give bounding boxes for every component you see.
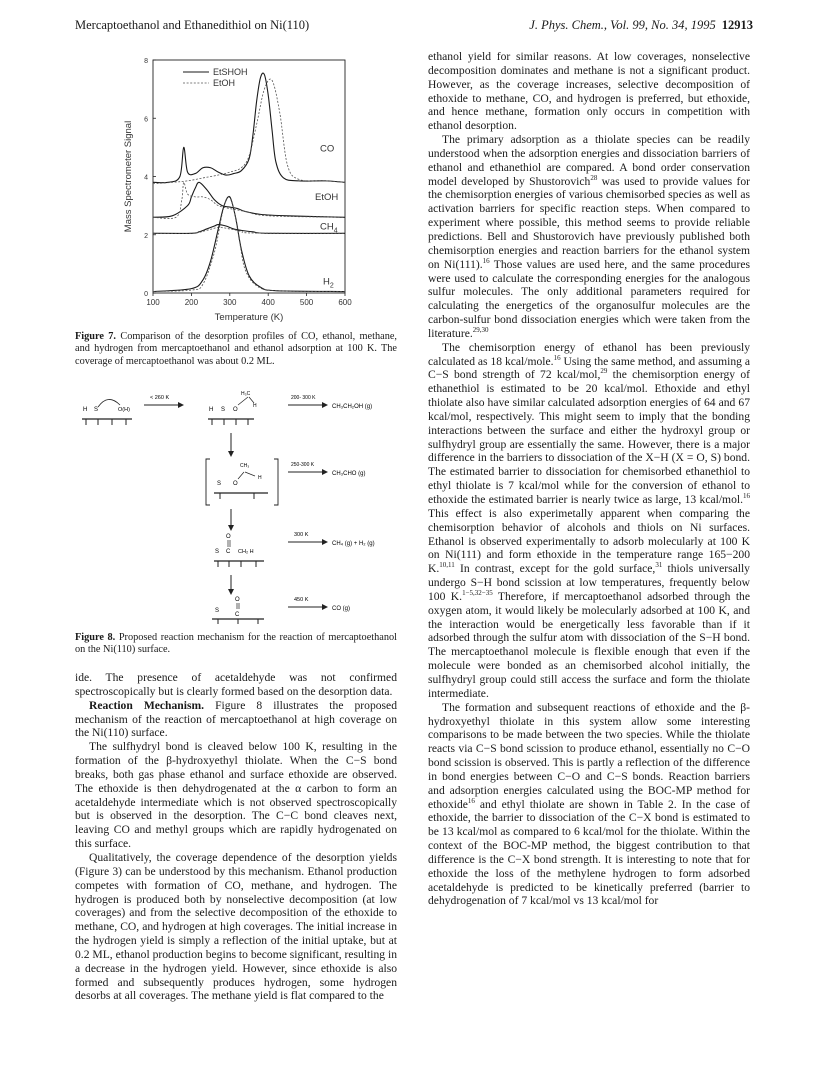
x-tick-label: 100 xyxy=(146,298,160,307)
mech-co-methyl-intermediate xyxy=(214,534,264,567)
reference: 29 xyxy=(600,367,608,376)
atom-s-2: S xyxy=(221,407,226,413)
reference: 16 xyxy=(553,353,561,362)
reference: 16 xyxy=(467,796,475,805)
figure-8-caption-text: Proposed reaction mechanism for the reaction of mercaptoethanol on the Ni(110) surface. xyxy=(75,632,398,656)
plot-frame xyxy=(153,60,345,293)
x-tick-label: 300 xyxy=(223,298,237,307)
reference: 16 xyxy=(743,492,750,501)
running-header-journal xyxy=(529,18,753,33)
atom-o-2: O xyxy=(233,407,238,413)
page-number: 12913 xyxy=(721,18,753,32)
paragraph xyxy=(428,341,750,701)
text-run: thiols universally undergo S−H bond scission at low temperatures, frequently below 100 K. xyxy=(428,562,750,603)
y-axis-label: Mass Spectrometer Signal xyxy=(123,120,134,233)
paragraph xyxy=(428,133,750,341)
paragraph: ide. The presence of acetaldehyde was not confirmed spectroscopically but is clearly formed based on the desorption data. xyxy=(75,671,397,698)
right-column-body xyxy=(428,50,750,908)
text-run: the chemisorption energy of ethanethiol is estimated to be 20 kcal/mol. Ethoxide and ethyl thiolate also have similar calculated adsorption energies of 64 and 67 kcal/mol, respectively. This might seem to imply that the bonding interactions between the surface and either the hydroxyl group or sulfhydryl group are essentially the same. However, there is a major difference in the barriers to dissociation of the X−H (X = O, S) bond. The estimated barrier to dissociation for chemisorbed ethanethiol to ethyl thiolate is 7 kcal/mol while for the conversion of ethanol to ethoxide the estimated barrier is nearly twice as large, 13 kcal/mol. xyxy=(428,368,750,506)
atom-o-3: O xyxy=(233,481,238,487)
methyl-group: H₃C xyxy=(241,391,251,397)
legend-label-etoh: EtOH xyxy=(213,78,236,88)
condition-3: 250-300 K xyxy=(291,462,315,468)
product-methane-hydrogen: CH₄ (g) + H₂ (g) xyxy=(332,541,375,547)
condition-5: 450 K xyxy=(294,597,309,603)
paragraph-reaction-mechanism xyxy=(75,699,397,741)
y-tick-label: 2 xyxy=(144,232,148,240)
paragraph: Qualitatively, the coverage dependence of the desorption yields (Figure 3) can be understood by this mechanism. Ethanol production competes with formation of CO, methane, and hydrogen. The hydrogen is produced both by nonselective decomposition (at low coverages) and from the selective decomposition of the ethoxide to methane, CO, and hydrogen at high coverages. The initial increase in the hydrogen yield is simply a reflection of the initial uptake, but at 0.2 ML, ethanol production begins to become significant, resulting in a decrease in the hydrogen yield. However, since ethoxide is also formed and subsequently produces hydrogen, some hydrogen desorbs at all coverages. The methane yield is flat compared to the xyxy=(75,850,397,1003)
figure-8-caption-label: Figure 8. xyxy=(75,632,116,643)
reference: 31 xyxy=(655,561,663,570)
atom-oh: O(H) xyxy=(118,407,130,413)
mech-step-1-reactant xyxy=(82,399,132,425)
product-ethanol: CH₃CH₂OH (g) xyxy=(332,404,373,410)
figure-8-caption xyxy=(75,632,397,657)
atom-h: H xyxy=(83,407,88,413)
reference: 28 xyxy=(590,173,598,182)
series-line-etoh-ch4 xyxy=(153,227,345,233)
atom-h-4: H xyxy=(258,475,262,481)
y-tick-label: 4 xyxy=(144,174,148,182)
x-axis-label: Temperature (K) xyxy=(214,312,284,323)
figure-7-caption-label: Figure 7. xyxy=(75,331,117,342)
mech-final-surface xyxy=(212,597,264,624)
figure-8-mechanism xyxy=(78,375,408,625)
y-tick-label: 8 xyxy=(144,58,148,65)
y-tick-label: 6 xyxy=(144,116,148,124)
x-tick-label: 500 xyxy=(299,298,314,307)
product-co: CO (g) xyxy=(332,606,350,612)
text-run: Using the same method, and assuming a C−S bond strength of 72 kcal/mol, xyxy=(428,354,750,382)
paragraph: The sulfhydryl bond is cleaved below 100 K, resulting in the formation of the β-hydroxyethyl thiolate. When the C−S bond breaks, both gas phase ethanol and surface ethoxide are observed. The ethoxide is then dehydrogenated at the α carbon to form an acetaldehyde intermediate which is not observed spectroscopically but is observed in the desorption. The C−C bond cleaves next, leaving CO and methyl groups which are rapidly hydrogenated on this surface. xyxy=(75,740,397,851)
atom-s-3: S xyxy=(217,481,222,487)
methyl-group-2: CH₃ xyxy=(240,463,250,469)
product-acetaldehyde: CH₃CHO (g) xyxy=(332,471,366,477)
running-header-title: Mercaptoethanol and Ethanedithiol on Ni(110) xyxy=(75,18,310,32)
text-run: This effect is also experimetally apparent when comparing the chemisorption behavior of alcohols and thiols on Ni surfaces. Ethanol is observed experimentally to adsorb molecularly at 100 K on Ni(111) and form ethoxide in the temperature range 165−200 K. xyxy=(428,506,750,576)
atom-c-2: C xyxy=(235,612,240,618)
atom-s-5: S xyxy=(215,608,220,614)
mech-step-1-intermediate xyxy=(208,391,257,425)
trace-label-ch4: $CH_4$ xyxy=(320,221,338,235)
x-tick-label: 200 xyxy=(184,298,199,307)
trace-label-etoh: EtOH xyxy=(315,191,339,203)
atom-s-4: S xyxy=(215,549,220,555)
text-run: In contrast, except for the gold surface, xyxy=(454,562,656,576)
legend-label-etshoh: EtSHOH xyxy=(213,67,248,77)
chart-labels xyxy=(183,67,338,289)
chart-axes xyxy=(123,58,352,323)
atom-h-3: H xyxy=(253,403,257,409)
text-run: Those values are used here, and the same procedures were used to calculate the corresponding energies for the analogous sulfur molecules. The only additional parameters required for calculating the energetics of the organosulfur molecules are the carbon-sulfur bond dissociation energies which were taken from the literature. xyxy=(428,257,750,340)
x-tick-label: 600 xyxy=(338,298,352,307)
text-run: and ethyl thiolate are shown in Table 2. In the case of ethoxide, the barrier to dissociation of the C−X bond is estimated to be 13 kcal/mol as compared to 6 kcal/mol for the thiolate. Within the context of the BOC-MP method, the biggest contribution to that difference is the C−X bond strength. It is interesting to note that for ethoxide the loss of the methylene hydrogen to form adsorbed acetaldehyde is predicted to be kinetically preferred (barrier to dehydrogenation of 7 kcal/mol vs 13 kcal/mol for xyxy=(428,797,750,908)
chart-series xyxy=(153,73,345,291)
condition-4: 300 K xyxy=(294,532,309,538)
atom-o-5: O xyxy=(235,597,240,603)
mech-acetaldehyde-intermediate xyxy=(206,459,278,505)
atom-c-1: C xyxy=(226,549,231,555)
figure-7-caption xyxy=(75,331,397,368)
paragraph-text: Figure 8 illustrates the proposed mechanism of the reaction of mercaptoethanol at high coverage on the Ni(110) surface. xyxy=(75,698,398,740)
reference: 10,11 xyxy=(439,561,455,570)
reference: 16 xyxy=(482,256,490,265)
x-tick-label: 400 xyxy=(261,298,275,307)
left-column-body xyxy=(75,671,397,1003)
section-heading: Reaction Mechanism. xyxy=(89,698,205,712)
atom-o-4: O xyxy=(226,534,231,540)
figure-7-chart xyxy=(85,48,385,323)
reference: 1−5,32−35 xyxy=(462,589,493,598)
condition-2: 200- 300 K xyxy=(291,395,316,401)
condition-1: < 260 K xyxy=(150,395,170,401)
trace-label-co: CO xyxy=(320,143,335,155)
reference: 29,30 xyxy=(472,326,489,335)
text-run: The formation and subsequent reactions of ethoxide and the β-hydroxyethyl thiolate in this system allow some interesting comparisons to be made between the two species. While the thiolate reacts via C−S bond scission to produce ethanol, essentially no C−O bond scission is observed. This is partly a reflection of the difference in bond energies between C−O and C−S bonds. Reaction barriers and adsorption energies calculated using the BOC-MP method for ethoxide xyxy=(428,700,750,811)
atom-s: S xyxy=(94,407,99,413)
trace-label-h2: $H_2$ xyxy=(323,276,334,290)
journal-citation: J. Phys. Chem., Vol. 99, No. 34, 1995 xyxy=(529,18,716,32)
text-run: was used to provide values for the chemisorption energies of various chemisorbed species as well as activation barriers for specific reaction steps. When compared to experiment where possible, this method seems to provide reliable predictions. Bell and Shustorovich have previously published both chemisorption energies and reaction barriers for the ethanol system on Ni(111). xyxy=(428,174,750,271)
methyl-fragment: CH₂ H xyxy=(238,549,254,555)
y-tick-label: 0 xyxy=(144,291,148,298)
paragraph xyxy=(428,701,750,909)
text-run: Therefore, if mercaptoethanol adsorbed through the oxygen atom, it would likely be molecularly adsorbed at 100 K, and the interaction would be energetically less favorable than if it adsorbed through the sulfur atom with dissociation of the S−H bond. The mercaptoethanol molecule is flexible enough that even if the molecule were bonded as an chemisorbed alcohol initially, the sulfhydryl group could still access the surface and form the thiolate intermediate. xyxy=(428,589,750,700)
atom-h-2: H xyxy=(209,407,214,413)
text-run: The primary adsorption as a thiolate species can be readily understood when the adsorption energies and dissociation barriers of ethanol and ethanethiol are compared. A bond order conservation model developed by Shustorovich xyxy=(428,133,750,188)
paragraph: ethanol yield for similar reasons. At low coverages, nonselective decomposition dominates and methane is not a significant product. However, as the coverage increases, selective decomposition of ethoxide to methane, CO, and hydrogen is preferred, but ethoxide, and hence methane, formation only occurs in competition with ethanol desorption. xyxy=(428,50,750,133)
series-line-etshoh-ch4 xyxy=(153,225,345,234)
figure-7-caption-text: Comparison of the desorption profiles of CO, ethanol, methane, and hydrogen from mercaptoethanol and ethanol adsorption at 100 K. The coverage of mercaptoethanol was about 0.2 ML. xyxy=(75,331,397,367)
series-line-etshoh-co xyxy=(153,73,345,183)
text-run: The chemisorption energy of ethanol has been previously calculated as 18 kcal/mole. xyxy=(428,340,750,368)
